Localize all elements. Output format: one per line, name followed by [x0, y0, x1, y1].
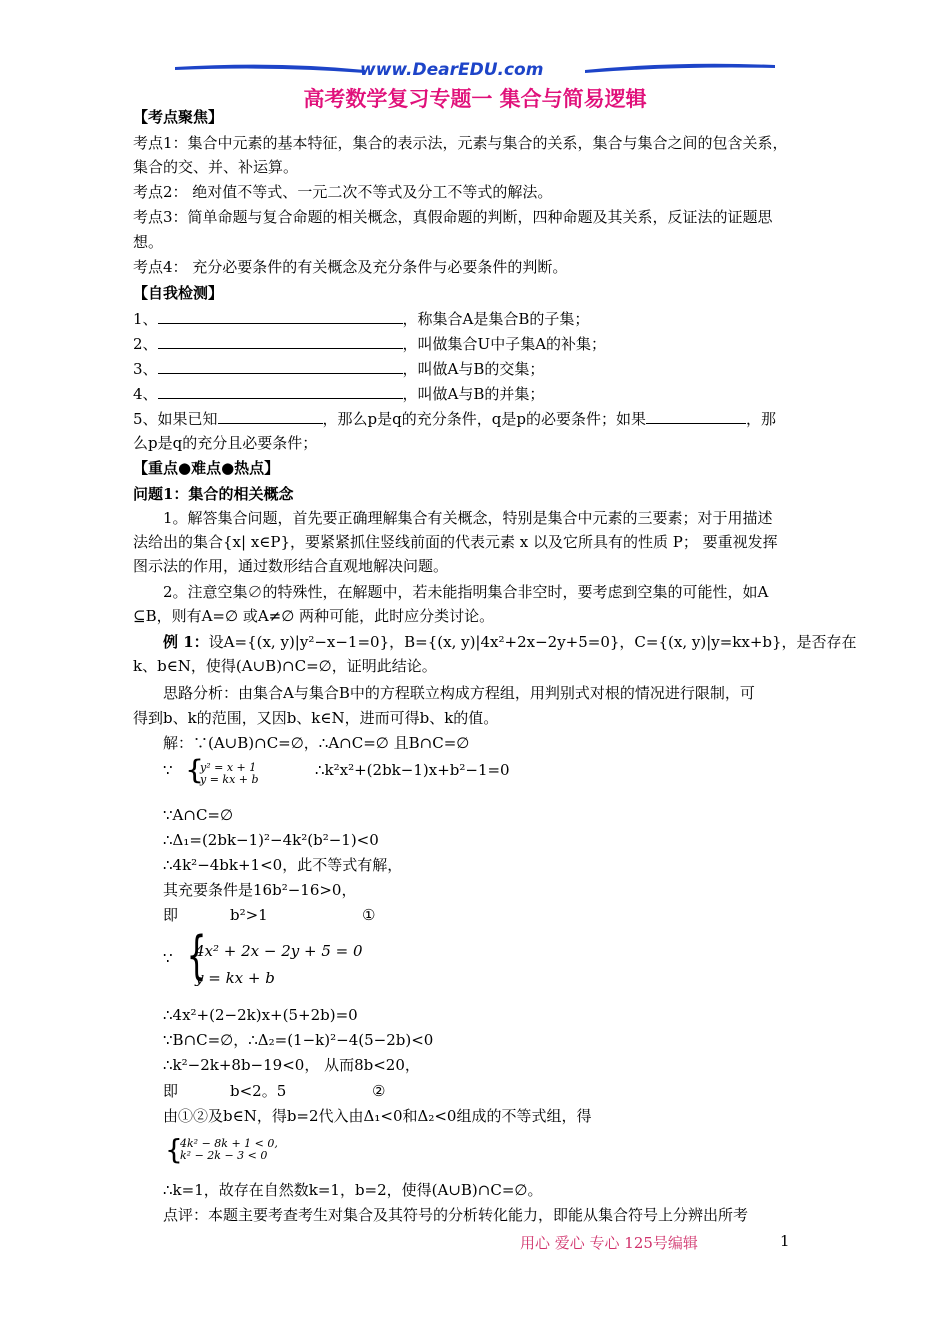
- site-url: www.DearEDU.com: [360, 60, 544, 80]
- solution-step-10: ∵B∩C=∅，∴Δ₂=(1−k)²−4(5−2b)<0: [163, 1031, 434, 1049]
- analysis: 思路分析：由集合A与集合B中的方程联立构成方程组，用判别式对根的情况进行限制，可: [163, 684, 755, 702]
- solution-step-7: b²>1: [230, 906, 268, 924]
- check-q5-blank-2[interactable]: [646, 409, 746, 424]
- check-q2-text: ，叫做集合U中子集A的补集；: [402, 335, 607, 353]
- focus-point-2: 考点2： 绝对值不等式、一元二次不等式及分工不等式的解法。: [133, 183, 553, 201]
- system-brace-1: {: [185, 754, 205, 787]
- check-q4-num: 4、: [133, 385, 158, 403]
- check-q1-text: ，称集合A是集合B的子集；: [402, 310, 590, 328]
- check-q2-num: 2、: [133, 335, 158, 353]
- focus-point-3: 考点3：简单命题与复合命题的相关概念，真假命题的判断，四种命题及其关系，反证法的证题思: [133, 208, 773, 226]
- section-self-check-heading: 【自我检测】: [133, 284, 224, 302]
- solution-step-9: ∴4x²+(2−2k)x+(5+2b)=0: [163, 1006, 358, 1024]
- solution-step-1: 解：∵(A∪B)∩C=∅，∴A∩C=∅ 且B∩C=∅: [163, 734, 470, 752]
- note-1-cont-b: 图示法的作用，通过数形结合直观地解决问题。: [133, 557, 449, 575]
- note-1-cont-a: 法给出的集合{x| x∈P}，要紧紧抓住竖线前面的代表元素 x 以及它所具有的性质 P； 要重视发挥: [133, 533, 778, 551]
- check-q5-tail: ，那: [745, 410, 776, 428]
- solution-step-2: ∴k²x²+(2bk−1)x+b²−1=0: [315, 761, 510, 779]
- solution-step-11: ∴k²−2k+8b−19<0， 从而8b<20，: [163, 1056, 420, 1074]
- example-1-cont: k、b∈N，使得(A∪B)∩C=∅，证明此结论。: [133, 657, 437, 675]
- system-1-eq-2: y = kx + b: [200, 773, 259, 786]
- focus-point-3-cont: 想。: [133, 233, 164, 251]
- check-question-4: [133, 384, 544, 404]
- check-q3-num: 3、: [133, 360, 158, 378]
- footer-note: 用心 爱心 专心 125号编辑: [520, 1234, 698, 1252]
- solution-step-2-because: ∵: [163, 761, 173, 779]
- check-q3-text: ，叫做A与B的交集；: [402, 360, 545, 378]
- check-q2-blank[interactable]: [158, 334, 403, 349]
- note-1: 1。解答集合问题，首先要正确理解集合有关概念，特别是集合中元素的三要素；对于用描述: [163, 509, 773, 527]
- system-1-eq-1: y² = x + 1: [200, 761, 257, 774]
- check-question-3: [133, 359, 544, 379]
- focus-point-1: 考点1：集合中元素的基本特征，集合的表示法，元素与集合的关系，集合与集合之间的包含关系，: [133, 134, 788, 152]
- check-q5-lead: 5、如果已知: [133, 410, 218, 428]
- focus-point-4: 考点4： 充分必要条件的有关概念及充分条件与必要条件的判断。: [133, 258, 568, 276]
- inequality-marker-1: ①: [362, 906, 376, 924]
- solution-step-12: b<2。5: [230, 1082, 287, 1100]
- check-question-5: [133, 409, 776, 429]
- check-q4-blank[interactable]: [158, 384, 403, 399]
- check-q5-mid: ，那么p是q的充分条件，q是p的必要条件；如果: [322, 410, 646, 428]
- problem-heading: 问题1：集合的相关概念: [133, 485, 294, 503]
- system-3-eq-2: k² − 2k − 3 < 0: [180, 1149, 268, 1162]
- system-brace-3: {: [165, 1133, 183, 1166]
- focus-point-1-cont: 集合的交、并、补运算。: [133, 158, 299, 176]
- page-title: 高考数学复习专题一 集合与简易逻辑: [303, 86, 647, 111]
- example-text: 设A={(x, y)|y²−x−1=0}，B={(x, y)|4x²+2x−2y+5=0}，C={(x, y)|y=kx+b}，是否存在: [208, 633, 857, 651]
- note-2: 2。注意空集∅的特殊性，在解题中，若未能指明集合非空时，要考虑到空集的可能性，如A: [163, 583, 769, 601]
- inequality-marker-2: ②: [372, 1082, 386, 1100]
- example-label: 例 1：: [163, 633, 209, 651]
- section-focus-heading: 【考点聚焦】: [133, 108, 224, 126]
- solution-step-8-because: ∵: [163, 949, 173, 967]
- solution-step-13: 由①②及b∈N，得b=2代入由Δ₁<0和Δ₂<0组成的不等式组，得: [163, 1107, 592, 1125]
- check-question-5-cont: 么p是q的充分且必要条件；: [133, 434, 318, 452]
- check-question-1: [133, 309, 589, 329]
- system-brace-2: {: [186, 926, 207, 986]
- solution-step-15: ∴k=1，故存在自然数k=1，b=2，使得(A∪B)∩C=∅。: [163, 1181, 543, 1199]
- solution-step-4: ∴Δ₁=(2bk−1)²−4k²(b²−1)<0: [163, 831, 379, 849]
- system-2-eq-2: y = kx + b: [195, 969, 275, 987]
- check-q1-num: 1、: [133, 310, 158, 328]
- solution-step-12-label: 即: [163, 1082, 179, 1100]
- check-q4-text: ，叫做A与B的并集；: [402, 385, 545, 403]
- section-key-heading: 【重点●难点●热点】: [133, 459, 280, 477]
- solution-step-7-label: 即: [163, 906, 179, 924]
- check-question-2: [133, 334, 606, 354]
- note-2-cont: ⊆B，则有A=∅ 或A≠∅ 两种可能，此时应分类讨论。: [133, 607, 495, 625]
- solution-step-3: ∵A∩C=∅: [163, 806, 234, 824]
- solution-step-5: ∴4k²−4bk+1<0，此不等式有解，: [163, 856, 403, 874]
- page-number: 1: [780, 1232, 790, 1250]
- check-q3-blank[interactable]: [158, 359, 403, 374]
- example-1: [163, 632, 857, 652]
- check-q1-blank[interactable]: [158, 309, 403, 324]
- comment: 点评：本题主要考查考生对集合及其符号的分析转化能力，即能从集合符号上分辨出所考: [163, 1206, 749, 1224]
- system-3-eq-1: 4k² − 8k + 1 < 0,: [180, 1137, 278, 1150]
- check-q5-blank-1[interactable]: [218, 409, 323, 424]
- solution-step-6: 其充要条件是16b²−16>0，: [163, 881, 357, 899]
- system-2-eq-1: 4x² + 2x − 2y + 5 = 0: [195, 942, 363, 960]
- analysis-cont: 得到b、k的范围，又因b、k∈N，进而可得b、k的值。: [133, 709, 499, 727]
